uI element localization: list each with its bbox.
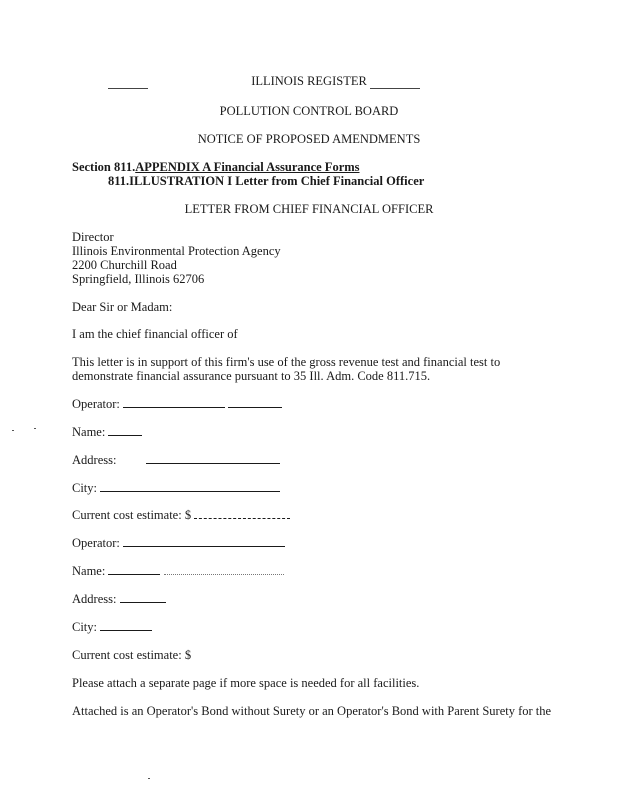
attach-note: Please attach a separate page if more space is needed for all facilities. <box>72 676 420 690</box>
letter-title: LETTER FROM CHIEF FINANCIAL OFFICER <box>184 202 434 216</box>
facility2-address-field[interactable] <box>120 592 166 603</box>
facility2-city-row <box>72 620 152 635</box>
facility1-city-row <box>72 481 280 496</box>
register-title: ILLINOIS REGISTER <box>251 74 367 88</box>
facility2-name-label: Name: <box>72 564 106 578</box>
section-prefix: Section 811. <box>72 160 136 174</box>
facility2-cost-label: Current cost estimate: $ <box>72 648 192 662</box>
facility1-operator-field-2[interactable] <box>228 397 282 408</box>
facility1-address-row <box>72 453 280 468</box>
facility1-address-label: Address: <box>72 453 117 467</box>
address-line-director: Director <box>72 230 114 244</box>
support-line-1: This letter is in support of this firm's use of the gross revenue test and financial test to <box>72 355 501 369</box>
facility1-name-label: Name: <box>72 425 106 439</box>
section-illustration: 811.ILLUSTRATION I Letter from Chief Financial Officer <box>108 174 425 188</box>
address-line-street: 2200 Churchill Road <box>72 258 177 272</box>
board-title: POLLUTION CONTROL BOARD <box>219 104 399 118</box>
margin-speck-2 <box>34 428 36 429</box>
facility1-operator-label: Operator: <box>72 397 120 411</box>
facility2-operator-label: Operator: <box>72 536 120 550</box>
salutation: Dear Sir or Madam: <box>72 300 173 314</box>
facility1-operator-row <box>72 397 282 412</box>
facility2-city-label: City: <box>72 620 98 634</box>
facility1-cost-label: Current cost estimate: $ <box>72 508 192 522</box>
bottom-speck <box>148 778 150 779</box>
facility1-name-row <box>72 425 142 440</box>
facility2-name-row <box>72 564 284 579</box>
support-line-2: demonstrate financial assurance pursuant to 35 Ill. Adm. Code 811.715. <box>72 369 431 383</box>
facility2-operator-field[interactable] <box>123 536 285 547</box>
facility2-city-field[interactable] <box>100 620 152 631</box>
facility1-address-field[interactable] <box>146 453 280 464</box>
facility1-cost-row <box>72 508 290 523</box>
section-heading <box>72 160 360 175</box>
section-appendix: APPENDIX A Financial Assurance Forms <box>135 160 360 174</box>
address-line-agency: Illinois Environmental Protection Agency <box>72 244 281 258</box>
intro-text: I am the chief financial officer of <box>72 327 238 341</box>
facility2-cost-row <box>72 648 191 663</box>
facility1-name-field[interactable] <box>108 425 142 436</box>
facility1-city-field[interactable] <box>100 481 280 492</box>
margin-speck <box>12 430 14 431</box>
facility1-city-label: City: <box>72 481 98 495</box>
bond-note: Attached is an Operator's Bond without Surety or an Operator's Bond with Parent Surety for the <box>72 704 552 718</box>
facility2-address-label: Address: <box>72 592 117 606</box>
facility1-operator-field[interactable] <box>123 397 225 408</box>
facility1-cost-field[interactable] <box>194 508 290 519</box>
address-line-city: Springfield, Illinois 62706 <box>72 272 205 286</box>
facility2-address-row <box>72 592 166 607</box>
facility2-operator-row <box>72 536 285 551</box>
facility2-name-field-2[interactable] <box>164 564 284 575</box>
notice-title: NOTICE OF PROPOSED AMENDMENTS <box>197 132 421 146</box>
facility2-name-field[interactable] <box>108 564 160 575</box>
